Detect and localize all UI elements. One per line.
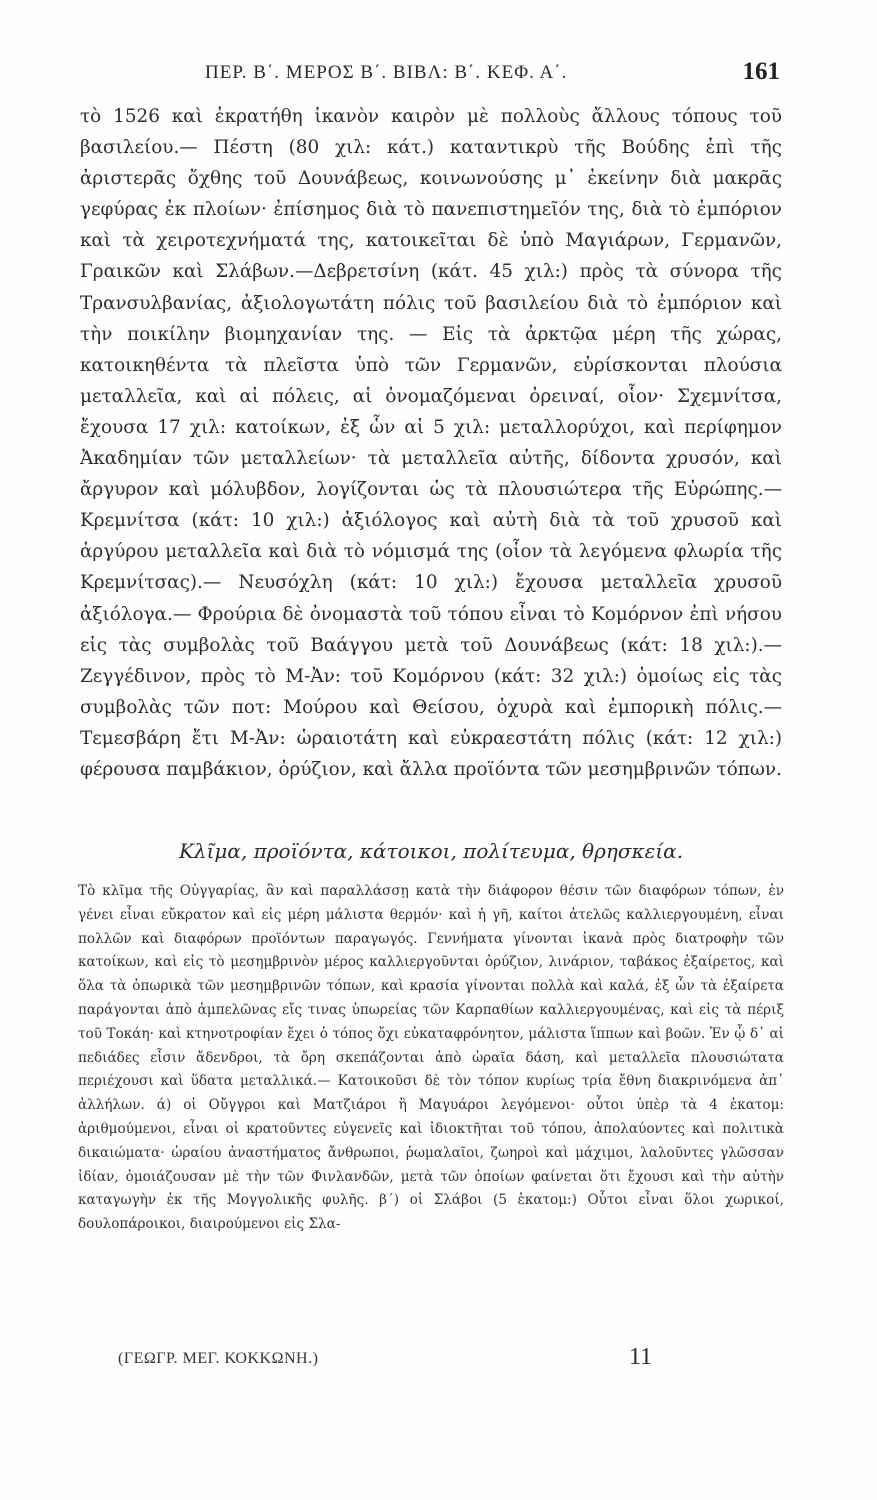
- section-heading: Κλῖμα, προϊόντα, κάτοικοι, πολίτευμα, θρησκεία.: [178, 839, 684, 863]
- running-head-title: ΠΕΡ. Β΄. ΜΕΡΟΣ Β΄. ΒΙΒΛ: Β΄. ΚΕΦ. Α΄.: [205, 62, 568, 83]
- printer-signature: (ΓΕΩΓΡ. ΜΕΓ. ΚΟΚΚΩΝΗ.): [118, 1350, 319, 1367]
- main-paragraph: τὸ 1526 καὶ ἐκρατήθη ἱκανὸν καιρὸν μὲ πολλοὺς ἄλλους τόπους τοῦ βασιλείου.— Πέστη (80 χιλ: κάτ.) καταντικρὺ τῆς Βούδης ἐπὶ τῆς ἀριστερᾶς ὄχθης τοῦ Δουνάβεως, κοινωνούσης μ᾿ ἐκείνην διὰ μακρᾶς γεφύρας ἐκ πλοίων· ἐπίσημος διὰ τὸ πανεπιστημεῖόν της, διὰ τὸ ἐμπόριον καὶ τὰ χειροτεχνήματά της, κατοικεῖται δὲ ὑπὸ Μαγιάρων, Γερμανῶν, Γραικῶν καὶ Σλάβων.—Δεβρετσίνη (κάτ. 45 χιλ:) πρὸς τὰ σύνορα τῆς Τρανσυλβανίας, ἀξιολογωτάτη πόλις τοῦ βασιλείου διὰ τὸ ἐμπόριον καὶ τὴν ποικίλην βιομηχανίαν της. — Εἰς τὰ ἀρκτῷα μέρη τῆς χώρας, κατοικηθέντα τὰ πλεῖστα ὑπὸ τῶν Γερμανῶν, εὑρίσκονται πλούσια μεταλλεῖα, καὶ αἱ πόλεις, αἱ ὀνομαζόμεναι ὀρειναί, οἷον· Σχεμνίτσα, ἔχουσα 17 χιλ: κατοίκων, ἐξ ὧν αἱ 5 χιλ: μεταλλορύχοι, καὶ περίφημον Ἀκαδημίαν τῶν μεταλλείων· τὰ μεταλλεῖα αὐτῆς, δίδοντα χρυσόν, καὶ ἄργυρον καὶ μόλυβδον, λογίζονται ὡς τὰ πλουσιώτερα τῆς Εὐρώπης.—Κρεμνίτσα (κάτ: 10 χιλ:) ἀξιόλογος καὶ αὐτὴ διὰ τὰ τοῦ χρυσοῦ καὶ ἀργύρου μεταλλεῖα καὶ διὰ τὸ νόμισμά της (οἷον τὰ λεγόμενα φλωρία τῆς Κρεμνίτσας).— Νευσόχλη (κάτ: 10 χιλ:) ἔχουσα μεταλλεῖα χρυσοῦ ἀξιόλογα.— Φρούρια δὲ ὀνομαστὰ τοῦ τόπου εἶναι τὸ Κομόρνον ἐπὶ νήσου εἰς τὰς συμβολὰς τοῦ Βαάγγου μετὰ τοῦ Δουνάβεως (κάτ: 18 χιλ:).—Ζεγγέδινον, πρὸς τὸ Μ-Ἀν: τοῦ Κομόρνου (κάτ: 32 χιλ:) ὁμοίως εἰς τὰς συμβολὰς τῶν ποτ: Μούρου καὶ Θείσου, ὀχυρὰ καὶ ἐμπορικὴ πόλις.— Τεμεσβάρη ἔτι Μ-Ἀν: ὡραιοτάτη καὶ εὐκραεστάτη πόλις (κάτ: 12 χιλ:) φέρουσα παμβάκιον, ὀρύζιον, καὶ ἄλλα προϊόντα τῶν μεσημβρινῶν τόπων.: [80, 106, 782, 780]
- section-paragraph: Τὸ κλῖμα τῆς Οὐγγαρίας, ἂν καὶ παραλλάσσῃ κατὰ τὴν διάφορον θέσιν τῶν διαφόρων τόπων, ἐν γένει εἶναι εὔκρατον καὶ εἰς μέρη μάλιστα θερμόν· καὶ ἡ γῆ, καίτοι ἀτελῶς καλλιεργουμένη, εἶναι πολλῶν καὶ διαφόρων προϊόντων παραγωγός. Γεννήματα γίνονται ἱκανὰ πρὸς διατροφὴν τῶν κατοίκων, καὶ εἰς τὸ μεσημβρινὸν μέρος καλλιεργοῦνται ὀρύζιον, λινάριον, ταβάκος ἐξαίρετος, καὶ ὅλα τὰ ὀπωρικὰ τῶν μεσημβρινῶν τόπων, καὶ κρασία γίνονται πολλὰ καὶ καλά, ἐξ ὧν τὰ ἐξαίρετα παράγονται ἀπὸ ἀμπελῶνας εἴς τινας ὑπωρείας τῶν Καρπαθίων καλλιεργουμένας, καὶ εἰς τὰ πέριξ τοῦ Τοκάη· καὶ κτηνοτροφίαν ἔχει ὁ τόπος ὄχι εὐκαταφρόνητον, μάλιστα ἵππων καὶ βοῶν. Ἐν ᾧ δ᾿ αἱ πεδιάδες εἶσιν ἄδενδροι, τὰ ὄρη σκεπάζονται ἀπὸ ὡραῖα δάση, καὶ μεταλλεῖα πλουσιώτατα περιέχουσι καὶ ὕδατα μεταλλικά.— Κατοικοῦσι δὲ τὸν τόπον κυρίως τρία ἔθνη διακρινόμενα ἀπ᾿ ἀλλήλων. ά) οἱ Οὔγγροι καὶ Ματζιάροι ἢ Μαγυάροι λεγόμενοι· οὗτοι ὑπὲρ τὰ 4 ἑκατομ: ἀριθμούμενοι, εἶναι οἱ κρατοῦντες εὐγενεῖς καὶ ἰδιοκτῆται τοῦ τόπου, ἀπολαύοντες καὶ πολιτικὰ δικαιώματα· ὡραίου ἀναστήματος ἄνθρωποι, ῥωμαλαῖοι, ζωηροὶ καὶ μάχιμοι, λαλοῦντες γλῶσσαν ἰδίαν, ὁμοιάζουσαν μὲ τὴν τῶν Φινλανδῶν, μετὰ τῶν ὁποίων φαίνεται ὅτι ἔχουσι καὶ τὴν αὐτὴν καταγωγὴν ἐκ τῆς Μογγολικῆς φυλῆς. β΄) οἱ Σλάβοι (5 ἑκατομ:) Οὗτοι εἶναι ὅλοι χωρικοί, δουλοπάροικοι, διαιρούμενοι εἰς Σλα-: [78, 883, 784, 1233]
- page-number: 161: [742, 58, 780, 85]
- signature-mark: 11: [629, 1344, 653, 1370]
- running-header: [80, 58, 780, 92]
